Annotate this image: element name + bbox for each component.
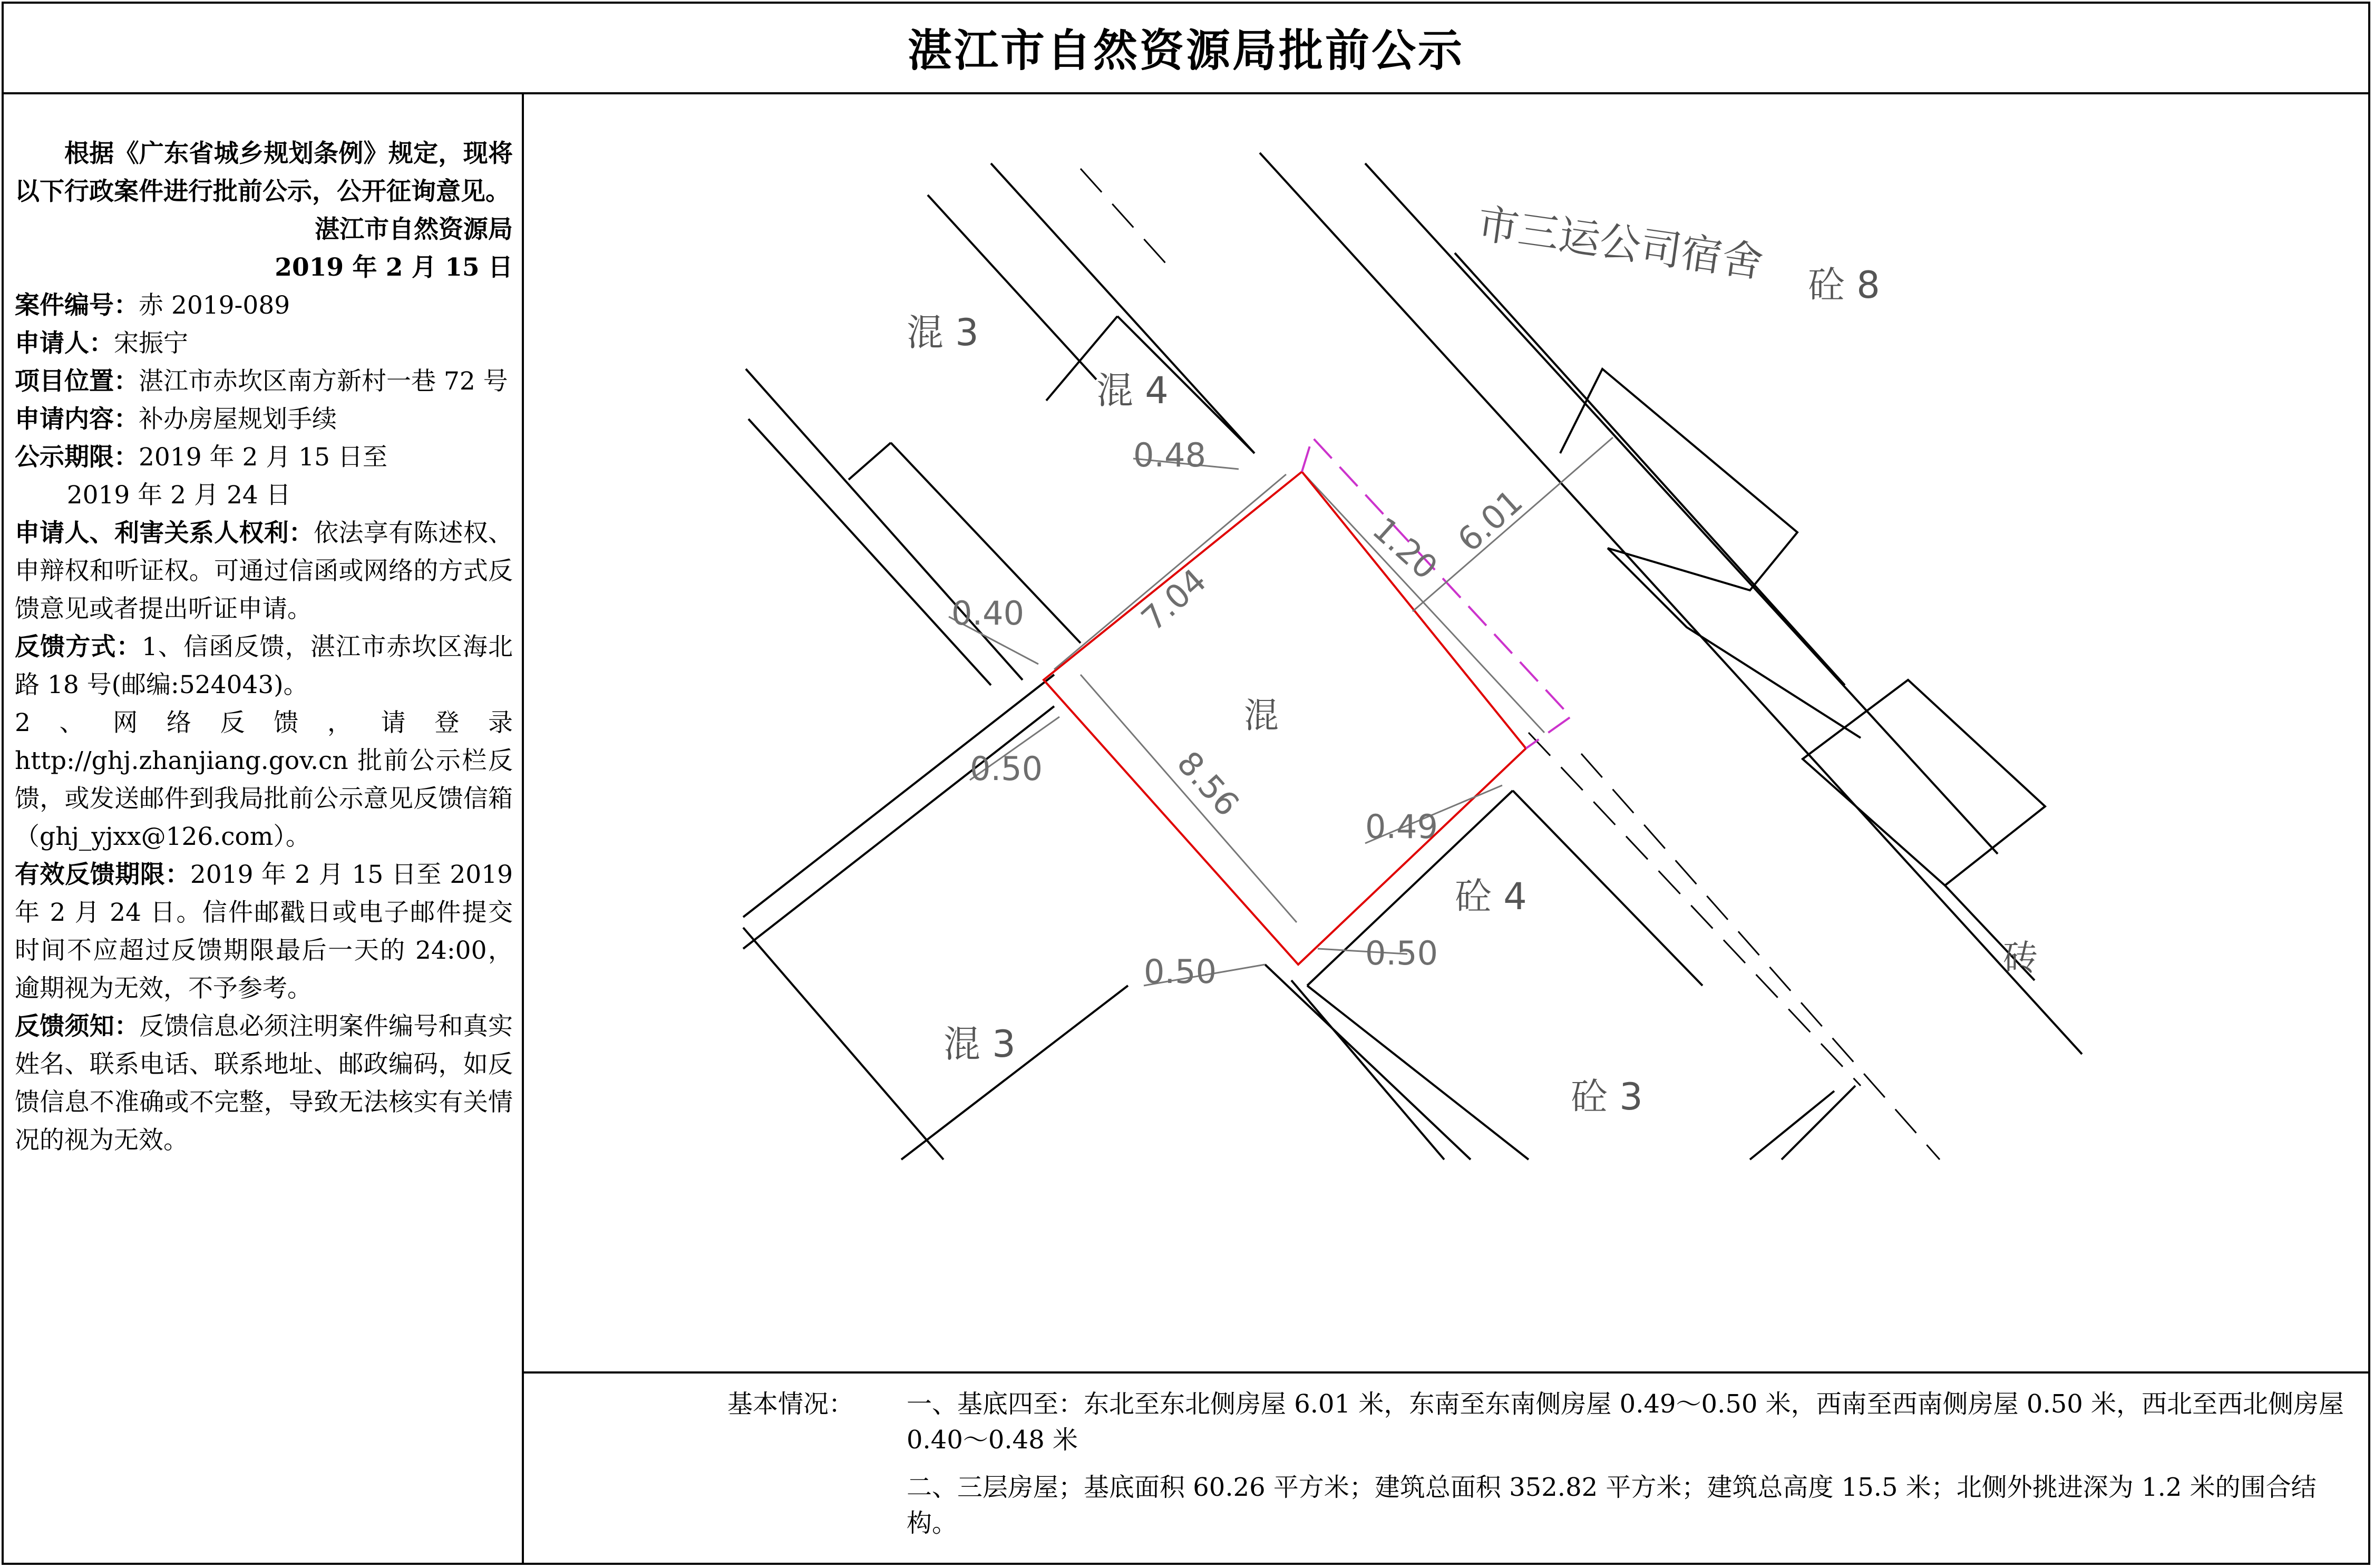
building-line [743, 928, 943, 1160]
label-hun4: 混 4 [1096, 369, 1169, 412]
basic-info-item-1: 一、基底四至：东北至东北侧房屋 6.01 米，东南至东南侧房屋 0.49～0.50 米，西南至西南侧房屋 0.50 米，西北至西北侧房屋 0.40～0.48 米 [907, 1389, 2344, 1455]
intro-text: 根据《广东省城乡规划条例》规定，现将以下行政案件进行批前公示，公开征询意见。 [15, 139, 513, 206]
application-content: 补办房屋规划手续 [139, 405, 337, 434]
dimension-8.56: 8.56 [1169, 744, 1247, 824]
notice-text: 反馈信息必须注明案件编号和真实姓名、联系电话、联系地址、邮政编码，如反馈信息不准确或不完整，导致无法核实有关情况的视为无效。 [15, 1012, 513, 1155]
period-label: 公示期限： [15, 443, 139, 472]
label-zhuan: 砖 [2003, 938, 2038, 978]
period-end: 2019 年 2 月 24 日 [66, 481, 291, 510]
deadline-text: 2019 年 2 月 15 日至 2019 年 2 月 24 日。信件邮戳日或电子邮件提交时间不应超过反馈期限最后一天的 24:00，逾期视为无效，不予参考。 [15, 860, 513, 1003]
feedback-mail: 1、信函反馈，湛江市赤坎区海北路 18 号(邮编:524043)。 [15, 632, 513, 699]
notice-label: 反馈须知： [15, 1012, 140, 1041]
rights-text: 依法享有陈述权、申辩权和听证权。可通过信函或网络的方式反馈意见或者提出听证申请。 [15, 519, 513, 624]
building-line [743, 675, 1054, 917]
building-line [1291, 980, 1444, 1160]
dimension-0.40: 0.40 [951, 594, 1025, 632]
building-line [748, 419, 991, 685]
feedback-online: 2、网络反馈，请登录 http://ghj.zhanjiang.gov.cn 批前公示栏反馈，或发送邮件到我局批前公示意见反馈信箱（ghj_yjxx@126.com）。 [15, 708, 513, 851]
building-line [1455, 253, 1845, 685]
dashed-boundaries [1081, 169, 1940, 1160]
label-dormitory: 市三运公司宿舍 [1474, 200, 1766, 287]
basic-info-label: 基本情况： [727, 1389, 854, 1419]
building-block [1560, 369, 1797, 590]
building-line [901, 986, 1128, 1160]
rights-label: 申请人、利害关系人权利： [15, 519, 314, 548]
applicant-label: 申请人： [15, 329, 114, 358]
dimension-0.48: 0.48 [1133, 436, 1207, 474]
period-start: 2019 年 2 月 15 日至 [139, 443, 388, 472]
dimension-0.49: 0.49 [1365, 807, 1438, 846]
label-subject-building: 混 [1244, 695, 1279, 736]
building-line [849, 443, 891, 480]
dimension-1.20: 1.20 [1365, 509, 1445, 587]
issuer-signature: 湛江市自然资源局 [315, 215, 513, 244]
basic-info-item-2: 二、三层房屋；基底面积 60.26 平方米；建筑总面积 352.82 平方米；建筑总高度 15.5 米；北侧外挑进深为 1.2 米的围合结构。 [907, 1473, 2317, 1538]
label-tong3: 砼 3 [1571, 1075, 1643, 1118]
existing-buildings [743, 153, 2082, 1160]
location-label: 项目位置： [15, 367, 139, 396]
dimension-0.50-left: 0.50 [970, 749, 1043, 788]
site-boundary [1044, 472, 1526, 965]
deadline-label: 有效反馈期限： [15, 860, 190, 889]
building-line [1782, 1086, 1855, 1160]
dimension-6.01: 6.01 [1450, 482, 1530, 560]
label-hun3-bottom: 混 3 [943, 1022, 1016, 1066]
building-line [1307, 986, 1529, 1160]
building-block [1803, 680, 2045, 885]
dimension-line [1054, 474, 1286, 669]
label-tong8: 砼 8 [1808, 264, 1880, 307]
dimension-0.50-bottom-left: 0.50 [1144, 952, 1217, 991]
basic-info-items [907, 1386, 2361, 1553]
dimension-0.50-bottom-right: 0.50 [1365, 934, 1438, 972]
dashed-line [1529, 733, 1861, 1086]
case-number: 赤 2019-089 [139, 291, 290, 320]
building-line [1265, 965, 1471, 1160]
issue-date: 2019 年 2 月 15 日 [275, 253, 513, 282]
dimension-7.04: 7.04 [1134, 561, 1214, 639]
case-number-label: 案件编号： [15, 291, 139, 320]
label-tong4: 砼 4 [1455, 875, 1527, 918]
label-hun3-top: 混 3 [907, 311, 979, 354]
page-title: 湛江市自然资源局批前公示 [2, 2, 2370, 94]
building-line [1260, 153, 2082, 1054]
building-line [743, 706, 1054, 949]
project-location: 湛江市赤坎区南方新村一巷 72 号 [139, 367, 508, 396]
dashed-line [1081, 169, 1175, 274]
applicant-name: 宋振宁 [114, 329, 188, 358]
feedback-label: 反馈方式： [15, 632, 142, 661]
overhang-outline [1302, 437, 1571, 748]
content-label: 申请内容： [15, 405, 139, 434]
